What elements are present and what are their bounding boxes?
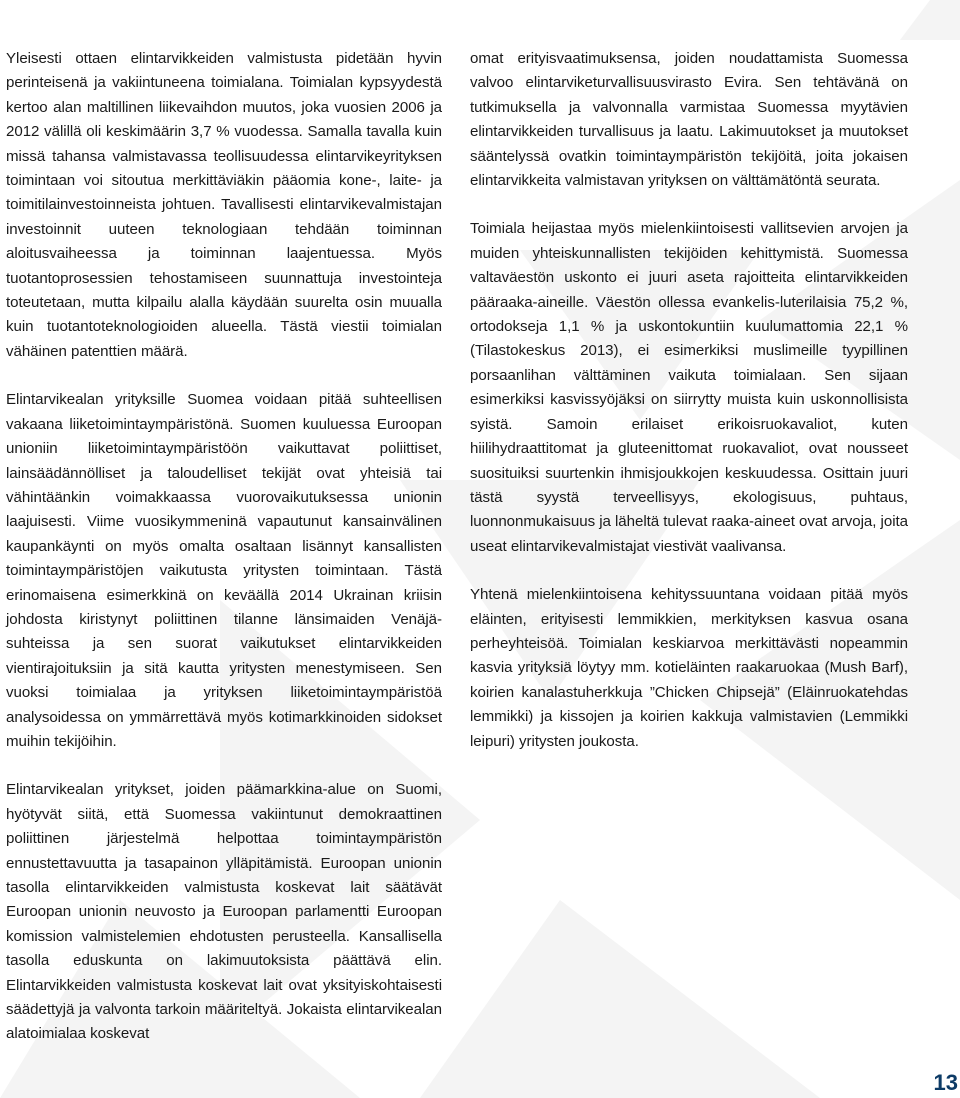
paragraph: Toimiala heijastaa myös mielenkiintoisesti vallitsevien arvojen ja muiden yhteiskunnallisten tekijöiden kehittymistä. Suomessa valtaväestön uskonto ei juuri aseta rajoitteita elintarvikkeiden pääraaka-aineille. Väestön ollessa evankelis-luterilaisia 75,2 %, ortodokseja 1,1 % ja uskontokuntiin kuulumattomia 22,1 % (Tilastokeskus 2013), ei esimerkiksi muslimeille tyypillinen porsaanlihan välttäminen vaikuta toimialaan. Sen sijaan esimerkiksi kasvissyöjäksi on siirrytty muista kuin uskonnollisista syistä. Samoin erilaiset erikoisruokavaliot, kuten hiilihydraattitomat ja gluteenittomat ruokavaliot, ovat nousseet suosituiksi suurtenkin ihmisjoukkojen keskuudessa. Osittain juuri tästä syystä terveellisyys, ekologisuus, puhtaus, luonnonmukaisuus ja läheltä tulevat raaka-aineet ovat arvoja, joita useat elintarvikevalmistajat viestivät vaalivansa. <box>470 220 908 555</box>
paragraph: Yleisesti ottaen elintarvikkeiden valmistusta pidetään hyvin perinteisenä ja vakiintuneena toimialana. Toimialan kypsyydestä kertoo alan maltillinen liikevaihdon muutos, joka vuosien 2006 ja 2012 välillä oli keskimäärin 3,7 % vuodessa. Samalla tavalla kuin missä tahansa valmistavassa teollisuudessa elintarvikeyrityksen toimintaan voi sitoutua merkittäviäkin pääomia kone-, laite- ja toimitilainvestoinneista johtuen. Tavallisesti elintarvikevalmistajan investoinnit uuteen teknologiaan tehdään toiminnan aloitusvaiheessa ja toiminnan laajentuessa. Myös tuotantoprosessien tehostamiseen suunnattuja investointeja toteutetaan, mutta kilpailu alalla käydään suurelta osin muualla kuin tuotantoteknologioiden alueella. Tästä viestii toimialan vähäinen patenttien määrä. <box>6 50 442 360</box>
right-column <box>470 47 908 754</box>
page-number: 13 <box>933 1070 958 1095</box>
paragraph: omat erityisvaatimuksensa, joiden noudattamista Suomessa valvoo elintarviketurvallisuusvirasto Evira. Sen tehtävänä on tutkimuksella ja valvonnalla varmistaa Suomessa myytävien elintarvikkeiden turvallisuus ja laatu. Lakimuutokset ja muutokset sääntelyssä ovatkin toimintaympäristön tekijöitä, joita jokaisen elintarvikkeita valmistavan yrityksen on välttämätöntä seurata. <box>470 50 908 190</box>
paragraph: Yhtenä mielenkiintoisena kehityssuuntana voidaan pitää myös eläinten, erityisesti lemmikkien, merkityksen kasvua osana perheyhteisöä. Toimialan keskiarvoa merkittävästi nopeammin kasvia yrityksiä löytyy mm. kotieläinten raakaruokaa (Mush Barf), koirien kanalastuherkkuja ”Chicken Chipsejä” (Eläinruokatehdas lemmikki) ja kissojen ja koirien kakkuja valmistavien (Lemmikki leipuri) yritysten joukosta. <box>470 586 908 750</box>
paragraph: Elintarvikealan yrityksille Suomea voidaan pitää suhteellisen vakaana liiketoimintaympäristönä. Suomen kuuluessa Euroopan unioniin liiketoimintaympäristöön vaikuttavat poliittiset, lainsäädännölliset ja taloudelliset tekijät ovat yhteisiä tai vähintäänkin voimakkaassa vuorovaikutuksessa unionin laajuisesti. Viime vuosikymmeninä vapautunut kansainvälinen kaupankäynti on myös omalta osaltaan lisännyt kansallisten toimintaympäristöjen vaikutusta yritysten toimintaan. Tästä erinomaisena esimerkkinä on keväällä 2014 Ukrainan kriisin johdosta kiristynyt poliittinen tilanne länsimaiden Venäjä-suhteissa ja sen suorat vaikutukset elintarvikkeiden vientirajoituksiin ja sitä kautta yritysten menestymiseen. Sen vuoksi toimialaa ja yrityksen liiketoimintaympäristöä analysoidessa on ymmärrettävä myös kotimarkkinoiden sidokset muihin tekijöihin. <box>6 391 442 750</box>
paragraph: Elintarvikealan yritykset, joiden päämarkkina-alue on Suomi, hyötyvät siitä, että Suomessa vakiintunut demokraattinen poliittinen järjestelmä helpottaa toimintaympäristön ennustettavuutta ja tasapainon ylläpitämistä. Euroopan unionin tasolla elintarvikkeiden valmistusta koskevat lait säätävät Euroopan unionin neuvosto ja Euroopan parlamentti Euroopan komission valmistelemien ehdotusten perusteella. Kansallisella tasolla eduskunta on lakimuutoksista päättävä elin. Elintarvikkeiden valmistusta koskevat lait ovat yksityiskohtaisesti säädettyjä ja valvonta tarkoin määriteltyä. Jokaista elintarvikealan alatoimialaa koskevat <box>6 781 442 1043</box>
left-column <box>6 47 442 1047</box>
